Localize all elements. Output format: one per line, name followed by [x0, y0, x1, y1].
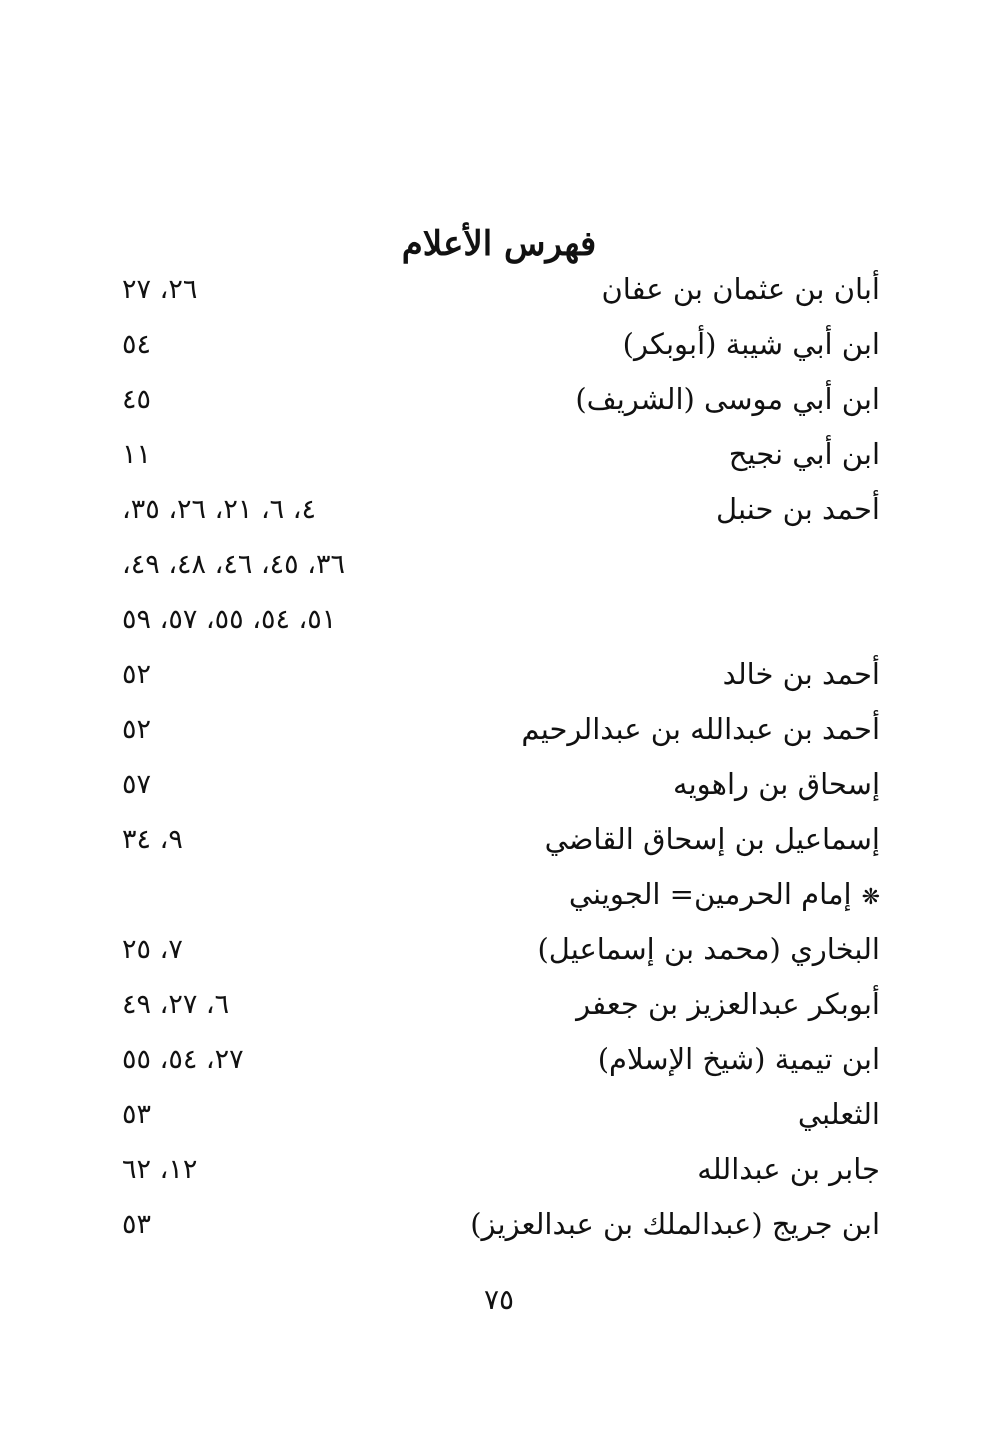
page-title: فهرس الأعلام — [401, 223, 597, 264]
entry-page-refs: ٥٢ — [122, 714, 152, 745]
entry-page-refs: ١٢، ٦٢ — [122, 1154, 198, 1185]
entry-page-refs: ٩، ٣٤ — [122, 824, 183, 855]
entry-name-text: أحمد بن خالد — [722, 657, 880, 691]
entry-name — [537, 922, 880, 977]
index-entry — [110, 812, 880, 867]
index-entry — [110, 922, 880, 977]
entry-page-refs: ٥٢ — [122, 659, 152, 690]
index-entry — [110, 317, 880, 372]
entry-name — [569, 867, 880, 925]
entry-name — [598, 1032, 880, 1087]
entry-page-refs: ٧، ٢٥ — [122, 934, 183, 965]
entry-page-refs: ٢٦، ٢٧ — [122, 274, 198, 305]
index-entry — [110, 482, 880, 537]
entry-page-refs: ٣٦، ٤٥، ٤٦، ٤٨، ٤٩، — [122, 549, 345, 580]
index-entry — [110, 757, 880, 812]
entry-name — [575, 372, 880, 427]
entry-name-text: الثعلبي — [797, 1097, 880, 1131]
entry-name-text: جابر بن عبدالله — [697, 1152, 880, 1186]
entry-name — [576, 977, 880, 1032]
entry-page-refs: ٢٧، ٥٤، ٥٥ — [122, 1044, 244, 1075]
index-entry — [110, 262, 880, 317]
entry-page-refs: ٤٥ — [122, 384, 152, 415]
page-number: ٧٥ — [483, 1283, 515, 1316]
entry-name — [798, 1087, 880, 1142]
entry-name-text: ابن أبي نجيح — [728, 437, 880, 471]
entry-name-text: أبان بن عثمان بن عفان — [601, 272, 880, 306]
index-entry — [110, 1087, 880, 1142]
index-entry — [110, 867, 880, 922]
index-entry — [110, 1032, 880, 1087]
entry-name — [521, 702, 880, 757]
name-index-list — [110, 262, 880, 1252]
entry-page-refs: ٦، ٢٧، ٤٩ — [122, 989, 230, 1020]
index-entry — [110, 702, 880, 757]
entry-page-refs: ٤، ٦، ٢١، ٢٦، ٣٥، — [122, 494, 316, 525]
entry-name-text: أبوبكر عبدالعزيز بن جعفر — [576, 987, 880, 1021]
entry-name — [716, 482, 880, 537]
entry-page-refs: ٥٣ — [122, 1209, 152, 1240]
entry-name — [623, 317, 880, 372]
entry-page-refs: ٥١، ٥٤، ٥٥، ٥٧، ٥٩ — [122, 604, 337, 635]
entry-name — [723, 647, 880, 702]
index-entry — [110, 592, 880, 647]
entry-name — [602, 262, 881, 317]
entry-page-refs: ٥٤ — [122, 329, 152, 360]
entry-name-text: البخاري (محمد بن إسماعيل) — [537, 932, 880, 966]
entry-name-text: إسحاق بن راهويه — [673, 767, 880, 801]
entry-name-text: أحمد بن عبدالله بن عبدالرحيم — [521, 712, 880, 746]
entry-name — [545, 812, 880, 867]
index-entry — [110, 537, 880, 592]
asterisk-icon: ❋ — [861, 885, 880, 910]
entry-page-refs: ٥٧ — [122, 769, 152, 800]
entry-name-text: إمام الحرمين= الجويني — [568, 877, 852, 911]
entry-name — [470, 1197, 880, 1252]
entry-page-refs: ١١ — [122, 439, 152, 470]
entry-name — [673, 757, 880, 812]
entry-name-text: إسماعيل بن إسحاق القاضي — [544, 822, 880, 856]
entry-name-text: ابن تيمية (شيخ الإسلام) — [597, 1042, 880, 1076]
entry-page-refs: ٥٣ — [122, 1099, 152, 1130]
entry-name-text: ابن أبي شيبة (أبوبكر) — [622, 327, 880, 361]
entry-name-text: ابن أبي موسى (الشريف) — [575, 382, 880, 416]
index-entry — [110, 977, 880, 1032]
index-entry — [110, 372, 880, 427]
index-entry — [110, 647, 880, 702]
index-entry — [110, 427, 880, 482]
entry-name-text: ابن جريج (عبدالملك بن عبدالعزيز) — [470, 1207, 880, 1241]
index-entry — [110, 1142, 880, 1197]
entry-name — [697, 1142, 880, 1197]
entry-name-text: أحمد بن حنبل — [716, 492, 880, 526]
index-entry — [110, 1197, 880, 1252]
entry-name — [729, 427, 880, 482]
